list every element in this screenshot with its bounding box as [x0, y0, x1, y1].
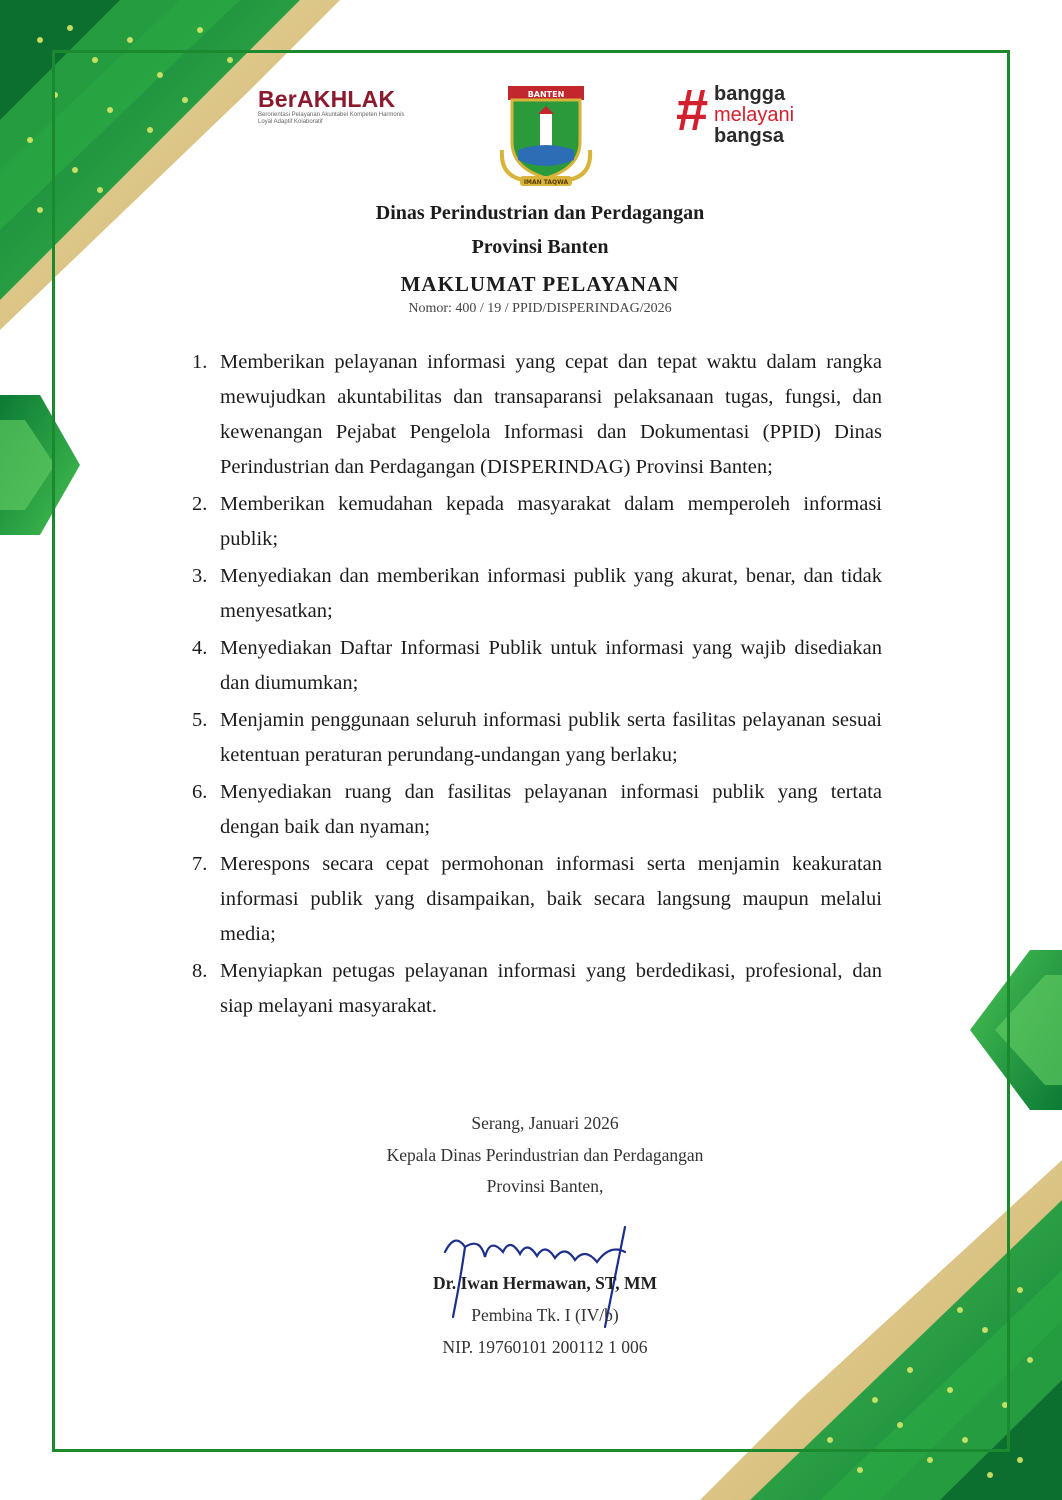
list-item — [192, 345, 882, 485]
signer-name: Dr. Iwan Hermawan, ST, MM — [432, 1273, 658, 1293]
place-date: Serang, Januari 2026 — [471, 1113, 619, 1133]
list-item-number: 8. — [192, 960, 208, 982]
left-chevron-ornament — [0, 395, 80, 535]
berakhlak-logo — [258, 86, 428, 146]
list-item — [192, 559, 882, 629]
list-item-text: Menyediakan Daftar Informasi Publik untuk informasi yang wajib disediakan dan diumumkan; — [220, 637, 882, 694]
banten-emblem-logo — [494, 80, 598, 190]
list-item — [192, 487, 882, 557]
list-item — [192, 775, 882, 845]
list-item-number: 7. — [192, 853, 208, 875]
signer-position-line2: Provinsi Banten, — [486, 1176, 604, 1196]
list-item-text: Menyiapkan petugas pelayanan informasi yang berdedikasi, profesional, dan siap melayani masyarakat. — [220, 960, 882, 1017]
list-item-text: Merespons secara cepat permohonan informasi serta menjamin keakuratan informasi publik yang disampaikan, baik secara langsung maupun melalui media; — [220, 853, 882, 945]
list-item-number: 3. — [192, 565, 208, 587]
list-item-number: 5. — [192, 709, 208, 731]
list-item-number: 6. — [192, 781, 208, 803]
list-item-text: Menjamin penggunaan seluruh informasi publik serta fasilitas pelayanan sesuai ketentuan peraturan perundang-undangan yang berlaku; — [220, 709, 882, 766]
signer-nip: NIP. 19760101 200112 1 006 — [442, 1337, 648, 1357]
emblem-banner-text: BANTEN — [527, 90, 565, 99]
agency-name: Dinas Perindustrian dan Perdagangan — [375, 202, 705, 224]
bangga-melayani-bangsa-logo — [676, 78, 836, 152]
berakhlak-tagline: Berorientasi Pelayanan Akuntabel Kompeten Harmonis Loyal Adaptif Kolaboratif — [258, 112, 405, 125]
bangga-line3: bangsa — [714, 125, 785, 147]
hashtag-icon: # — [676, 78, 709, 143]
berakhlak-wordmark: BerAKHLAK — [258, 86, 396, 112]
list-item — [192, 847, 882, 952]
signer-position-line1: Kepala Dinas Perindustrian dan Perdagangan — [386, 1145, 704, 1165]
list-item-number: 2. — [192, 493, 208, 515]
list-item-number: 4. — [192, 637, 208, 659]
document-title: MAKLUMAT PELAYANAN — [400, 272, 680, 296]
right-chevron-ornament — [970, 950, 1062, 1110]
bangga-line2: melayani — [714, 104, 795, 126]
list-item — [192, 703, 882, 773]
bangga-line1: bangga — [714, 83, 786, 105]
list-item-text: Menyediakan dan memberikan informasi publik yang akurat, benar, dan tidak menyesatkan; — [220, 565, 882, 622]
signer-rank: Pembina Tk. I (IV/b) — [471, 1305, 619, 1325]
province-name: Provinsi Banten — [471, 236, 609, 258]
document-number: Nomor: 400 / 19 / PPID/DISPERINDAG/2026 — [408, 301, 672, 316]
emblem-motto-text: IMAN TAQWA — [523, 179, 569, 186]
list-item-number: 1. — [192, 351, 208, 373]
list-item — [192, 631, 882, 701]
list-item-text: Memberikan pelayanan informasi yang cepat dan tepat waktu dalam rangka mewujudkan akuntabilitas dan transaparansi pelaksanaan tugas, fungsi, dan kewenangan Pejabat Pengelola Informasi dan Dokumentasi (PPID) Dinas Perindustrian dan Perdagangan (DISPERINDAG) Provinsi Banten; — [220, 351, 882, 478]
list-item-text: Menyediakan ruang dan fasilitas pelayanan informasi publik yang tertata dengan baik dan nyaman; — [220, 781, 882, 838]
list-item-text: Memberikan kemudahan kepada masyarakat dalam memperoleh informasi publik; — [220, 493, 882, 550]
commitment-list — [192, 345, 882, 1026]
list-item — [192, 954, 882, 1024]
